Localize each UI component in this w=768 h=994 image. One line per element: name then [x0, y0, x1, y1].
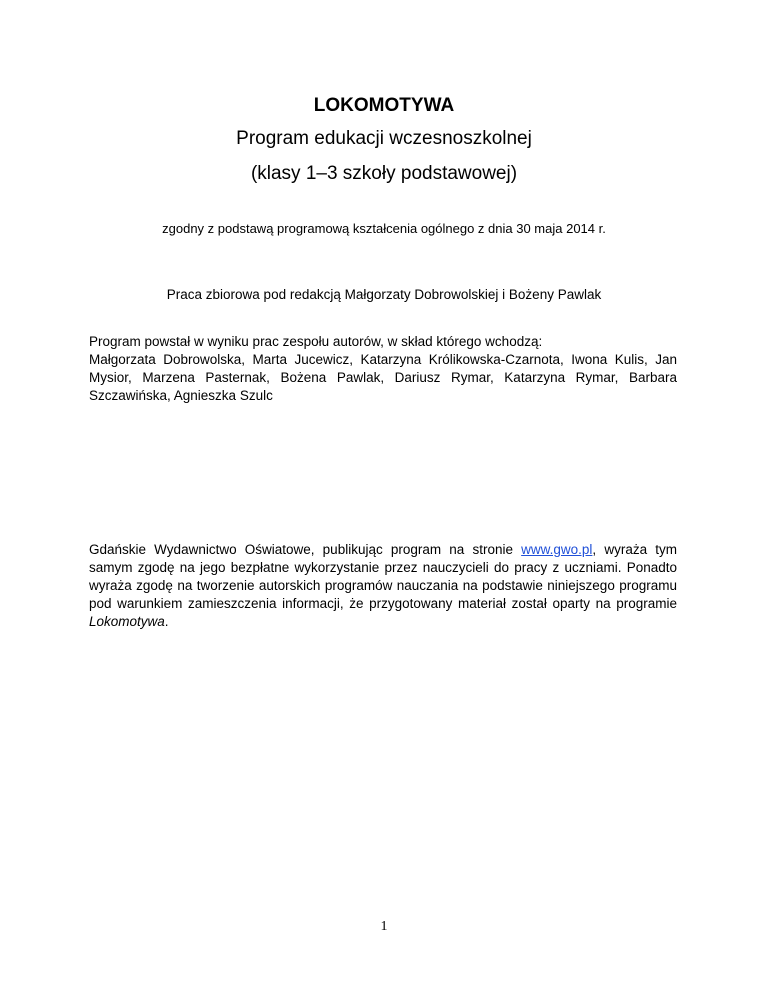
document-title: LOKOMOTYWA: [313, 95, 455, 116]
publisher-text-end: .: [164, 614, 169, 629]
gwo-website-link[interactable]: www.gwo.pl: [521, 542, 593, 557]
authors-list: Małgorzata Dobrowolska, Marta Jucewicz, Katarzyna Królikowska-Czarnota, Iwona Kulis, Jan Mysior, Marzena Pasternak, Bożena Pawlak, Dariusz Rymar, Katarzyna Rymar, Barbara Szczawińska, Agnieszka Szulc: [89, 352, 677, 403]
publisher-text-before-link: Gdańskie Wydawnictwo Oświatowe, publikując program na stronie: [89, 542, 522, 557]
editors-note: Praca zbiorowa pod redakcją Małgorzaty Dobrowolskiej i Bożeny Pawlak: [166, 287, 602, 302]
page-number: 1: [380, 919, 388, 934]
authors-intro: Program powstał w wyniku prac zespołu autorów, w skład którego wchodzą:: [89, 334, 543, 349]
document-subtitle-line2: (klasy 1–3 szkoły podstawowej): [250, 163, 518, 184]
document-subtitle-line1: Program edukacji wczesnoszkolnej: [236, 128, 532, 149]
program-name: Lokomotywa: [89, 614, 165, 629]
compliance-note: zgodny z podstawą programową kształcenia ogólnego z dnia 30 maja 2014 r.: [162, 221, 606, 236]
publisher-paragraph: [89, 541, 677, 631]
publisher-text-after-link: , wyraża tym samym zgodę na jego bezpłatne wykorzystanie przez nauczycieli do pracy z uczniami. Ponadto wyraża zgodę na tworzenie autorskich programów nauczania na podstawie niniejszego programu pod warunkiem zamieszczenia informacji, że przygotowany materiał został oparty na programie: [89, 542, 677, 611]
